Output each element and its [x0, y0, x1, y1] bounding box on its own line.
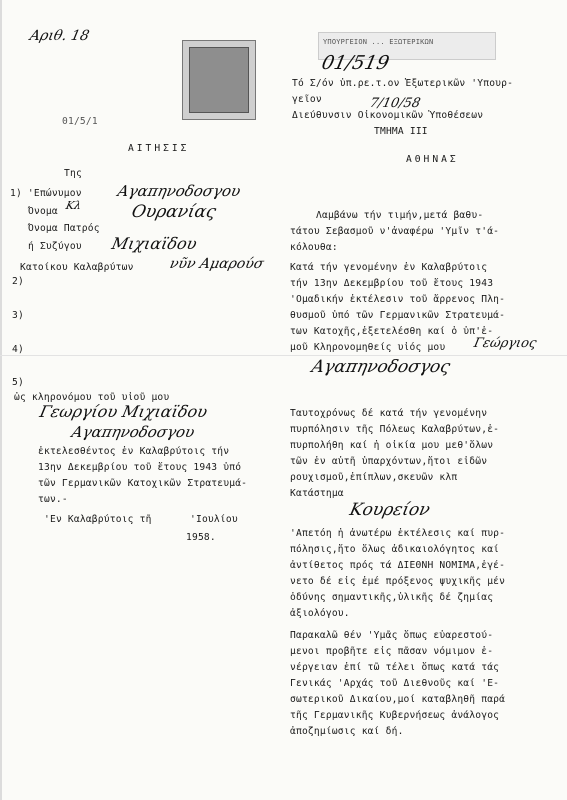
son-first-name: Γεώργιος: [472, 336, 538, 351]
execution-line-2: 13ην Δεκεμβρίου τοῦ ἔτους 1943 ὑπό: [38, 462, 242, 473]
place-date: 'Εν Καλαβρύτοις τῆ: [44, 514, 152, 525]
arson-line: Κατάστημα: [290, 488, 344, 499]
intro-line: Λαμβάνω τήν τιμήν,μετά βαθυ-: [316, 210, 484, 221]
execution-para-line: τήν 13ην Δεκεμβρίου τοῦ ἔτους 1943: [290, 278, 494, 289]
field-3: 3): [12, 310, 24, 321]
intro-line: τάτου Σεβασμοῦ ν'ἀναφέρω 'Υμῖν τ'ά-: [290, 226, 500, 237]
execution-line-3: τῶν Γερμανικῶν Κατοχικῶν Στρατευμά-: [38, 478, 248, 489]
arson-line: πυρπόλησιν τῆς Πόλεως Καλαβρύτων,ἐ-: [290, 424, 500, 435]
execution-line-1: ἐκτελεσθέντος ἐν Καλαβρύτοις τήν: [38, 446, 230, 457]
city: ΑΘΗΝΑΣ: [406, 154, 459, 165]
of-label: Της: [64, 168, 82, 179]
month: 'Ιουλίου: [190, 514, 238, 525]
reference-number: Αριθ. 18: [28, 28, 91, 44]
execution-para-line: 'Ομαδικήν ἐκτέλεσιν τοῦ ἄρρενος Πλη-: [290, 294, 506, 305]
request-line: τῆς Γερμανικῆς Κυβερνήσεως ἀνάλογος: [290, 710, 500, 721]
heir-text: ὡς κληρονόμου τοῦ υἱοῦ μου: [14, 392, 170, 403]
revenue-stamp: [182, 40, 256, 120]
consequence-line: πόλησις,ἥτο ὅλως ἀδικαιολόγητος καί: [290, 544, 500, 555]
spouse-value: Μιχιαϊδου: [109, 234, 199, 253]
name-prefix: Κλ: [64, 199, 83, 212]
request-line: Παρακαλῶ θέν 'Υμᾶς ὅπως εὐαρεστού-: [290, 630, 494, 641]
surname-value: Αγαπηνοδοσγου: [116, 182, 243, 200]
execution-para-line: μοῦ Κληρονομηθείς υἱός μου: [290, 342, 446, 353]
son-surname: Αγαπηνοδοσγος: [309, 357, 452, 377]
execution-para-line: των Κατοχῆς,ἐξετελέσθη καί ὁ ὑπ'ἐ-: [290, 326, 494, 337]
document-title: ΑΙΤΗΣΙΣ: [128, 143, 190, 154]
protocol-date: 7/10/58: [368, 96, 422, 111]
consequence-line: νετο δέ εἰς ἐμέ πρόξενος ψυχικῆς μέν: [290, 576, 506, 587]
fold-crease: [0, 355, 567, 356]
request-line: νέργειαν ἐπί τῶ τέλει ὅπως κατά τάς: [290, 662, 500, 673]
first-name-value: Ουρανίας: [129, 202, 218, 222]
arson-line: Ταυτοχρόνως δέ κατά τήν γενομένην: [290, 408, 488, 419]
consequence-line: 'Απετόη ἡ ἀνωτέρω ἐκτέλεσις καί πυρ-: [290, 528, 506, 539]
heir-surname: Αγαπηνοδοσγου: [70, 423, 197, 441]
arson-line: τῶν ἐν αὐτῆ ὑπαρχόντων,ἤτοι εἰδῶν: [290, 456, 488, 467]
addressee-line-3: Διεύθυνσιν Οἰκονομικῶν Ὑποθέσεων: [292, 110, 484, 121]
protocol-number: 01/519: [319, 52, 392, 74]
request-line: σωτερικοῦ Δικαίου,μοί καταβληθῆ παρά: [290, 694, 506, 705]
heir-name: Γεωργίου Μιχιαϊδου: [37, 402, 210, 421]
intro-line: κόλουθα:: [290, 242, 338, 253]
request-line: ἀποζημίωσις καί δή.: [290, 726, 404, 737]
addressee-line-1: Τό Σ/όν ὑπ.ρε.τ.ον Ἐξωτερικῶν 'Υπουρ-: [292, 78, 514, 89]
consequence-line: ὀδύνης σημαντικῆς,ὑλικῆς δέ ζημίας: [290, 592, 494, 603]
field-4: 4): [12, 344, 24, 355]
header-stamp-text: ΥΠΟΥΡΓΕΙΟΝ ... ΕΞΩΤΕΡΙΚΩΝ: [323, 38, 434, 46]
department: ΤΜΗΜΑ ΙΙΙ: [374, 126, 428, 137]
arson-line: πυρπολήθη καί ἡ οἰκία μου μεθ'ὅλων: [290, 440, 494, 451]
name-label: Όνομα: [28, 206, 58, 217]
scan-edge: [0, 0, 2, 800]
stamp-emblem: [189, 47, 249, 113]
consequence-line: ἀξιολόγου.: [290, 608, 350, 619]
addressee-line-2: γεῖον: [292, 94, 322, 105]
request-line: Γενικάς 'Αρχάς τοῦ Διεθνοῦς καί 'Ε-: [290, 678, 500, 689]
field-2: 2): [12, 276, 24, 287]
field-5: 5): [12, 377, 24, 388]
execution-line-4: των.-: [38, 494, 68, 505]
spouse-label: ή Συζύγου: [28, 241, 82, 252]
consequence-line: ἀντίθετος πρός τά ΔΙΕΘΝΗ ΝΟΜΙΜΑ,ἐγέ-: [290, 560, 506, 571]
year: 1958.: [186, 532, 216, 543]
shop-type: Κουρείον: [347, 500, 432, 520]
surname-label: 1) 'Επώνυμον: [10, 188, 82, 199]
arson-line: ρουχισμοῦ,ἐπίπλων,σκευῶν κλπ: [290, 472, 458, 483]
execution-para-line: θυσμοῦ ὑπό τῶν Γερμανικῶν Στρατευμά-: [290, 310, 506, 321]
father-name-label: Όνομα Πατρός: [28, 223, 100, 234]
smudged-mark: 01/5/1: [62, 116, 98, 127]
request-line: μενοι προβῆτε εἰς πᾶσαν νόμιμον ἐ-: [290, 646, 494, 657]
residence-label: Κατοίκου Καλαβρύτων: [20, 262, 134, 273]
residence-value: νῦν Αμαρούσ: [168, 256, 266, 272]
execution-para-line: Κατά τήν γενομένην ἐν Καλαβρύτοις: [290, 262, 488, 273]
